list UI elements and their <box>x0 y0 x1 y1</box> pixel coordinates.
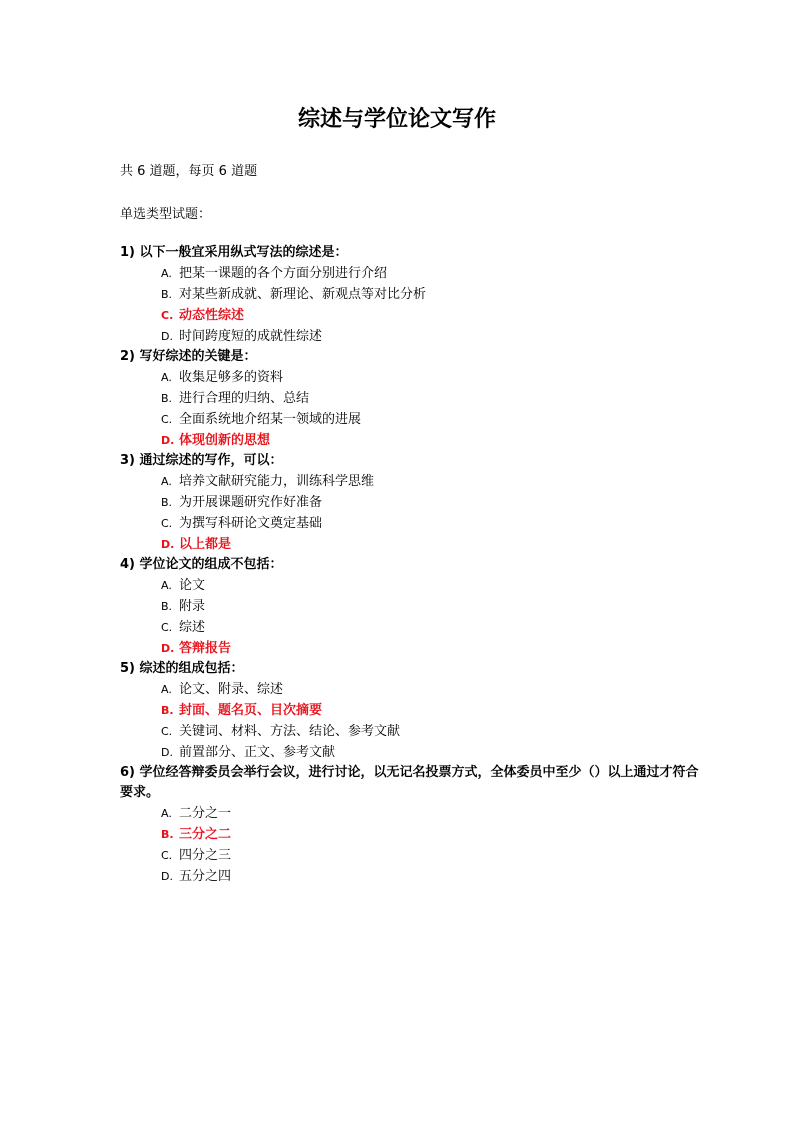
question-list <box>120 243 700 887</box>
option-b <box>161 700 700 721</box>
option-letter: C. <box>161 309 174 322</box>
option-letter: D. <box>161 434 175 447</box>
option-text: 综述 <box>179 620 206 635</box>
question-6 <box>120 763 700 887</box>
question-4 <box>120 555 700 659</box>
option-text: 动态性综述 <box>179 308 245 323</box>
option-b <box>161 284 700 305</box>
option-text: 答辩报告 <box>179 641 232 656</box>
question-3 <box>120 451 700 555</box>
option-letter: A. <box>161 371 172 384</box>
section-heading: 单选类型试题： <box>120 207 212 222</box>
option-letter: B. <box>161 496 173 509</box>
option-letter: B. <box>161 288 173 301</box>
option-letter: A. <box>161 807 172 820</box>
option-list <box>120 471 700 555</box>
option-text: 进行合理的归纳、总结 <box>179 391 310 406</box>
question-stem: 3) 通过综述的写作，可以： <box>120 453 283 468</box>
option-text: 论文、附录、综述 <box>179 682 284 697</box>
question-stem: 4) 学位论文的组成不包括： <box>120 557 283 572</box>
option-a <box>161 263 700 284</box>
option-letter: A. <box>161 683 172 696</box>
option-b <box>161 388 700 409</box>
option-letter: C. <box>161 621 173 634</box>
option-d <box>161 326 700 347</box>
option-d <box>161 638 700 659</box>
option-c <box>161 513 700 534</box>
option-letter: C. <box>161 849 173 862</box>
option-text: 为撰写科研论文奠定基础 <box>179 516 323 531</box>
option-c <box>161 305 700 326</box>
option-letter: D. <box>161 538 175 551</box>
option-list <box>120 367 700 451</box>
option-c <box>161 721 700 742</box>
option-text: 关键词、材料、方法、结论、参考文献 <box>179 724 401 739</box>
option-d <box>161 866 700 887</box>
option-text: 培养文献研究能力，训练科学思维 <box>179 474 375 489</box>
option-text: 时间跨度短的成就性综述 <box>179 329 323 344</box>
option-text: 为开展课题研究作好准备 <box>179 495 323 510</box>
option-text: 附录 <box>179 599 206 614</box>
option-letter: D. <box>161 642 175 655</box>
question-1 <box>120 243 700 347</box>
option-text: 五分之四 <box>179 869 232 884</box>
question-2 <box>120 347 700 451</box>
option-a <box>161 471 700 492</box>
option-letter: A. <box>161 267 172 280</box>
option-text: 封面、题名页、目次摘要 <box>179 703 323 718</box>
option-letter: B. <box>161 704 174 717</box>
page-title: 综述与学位论文写作 <box>297 106 496 132</box>
option-list <box>120 803 700 887</box>
option-text: 三分之二 <box>179 827 232 842</box>
option-b <box>161 824 700 845</box>
option-b <box>161 596 700 617</box>
option-letter: A. <box>161 579 172 592</box>
option-list <box>120 263 700 347</box>
question-stem: 1) 以下一般宜采用纵式写法的综述是： <box>120 245 348 260</box>
option-text: 二分之一 <box>179 806 232 821</box>
option-text: 收集足够多的资料 <box>179 370 284 385</box>
option-letter: B. <box>161 828 174 841</box>
option-letter: C. <box>161 725 173 738</box>
option-b <box>161 492 700 513</box>
option-text: 四分之三 <box>179 848 232 863</box>
option-text: 全面系统地介绍某一领域的进展 <box>179 412 362 427</box>
question-stem: 5) 综述的组成包括： <box>120 661 244 676</box>
option-text: 体现创新的思想 <box>179 433 271 448</box>
option-d <box>161 430 700 451</box>
option-a <box>161 679 700 700</box>
option-a <box>161 803 700 824</box>
option-a <box>161 367 700 388</box>
option-text: 把某一课题的各个方面分别进行介绍 <box>179 266 388 281</box>
option-text: 论文 <box>179 578 206 593</box>
option-list <box>120 575 700 659</box>
question-stem: 6) 学位经答辩委员会举行会议，进行讨论，以无记名投票方式，全体委员中至少（）以上通过才符合要求。 <box>120 765 699 800</box>
question-5 <box>120 659 700 763</box>
option-text: 前置部分、正文、参考文献 <box>179 745 336 760</box>
option-letter: B. <box>161 600 173 613</box>
option-letter: D. <box>161 330 173 343</box>
option-c <box>161 409 700 430</box>
option-d <box>161 742 700 763</box>
question-stem: 2) 写好综述的关键是： <box>120 349 257 364</box>
option-list <box>120 679 700 763</box>
option-c <box>161 845 700 866</box>
option-c <box>161 617 700 638</box>
option-letter: C. <box>161 413 173 426</box>
option-text: 对某些新成就、新理论、新观点等对比分析 <box>179 287 427 302</box>
option-text: 以上都是 <box>179 537 232 552</box>
option-letter: B. <box>161 392 173 405</box>
option-d <box>161 534 700 555</box>
question-count-summary: 共 6 道题，每页 6 道题 <box>120 164 258 179</box>
option-letter: C. <box>161 517 173 530</box>
option-a <box>161 575 700 596</box>
option-letter: A. <box>161 475 172 488</box>
option-letter: D. <box>161 746 173 759</box>
option-letter: D. <box>161 870 173 883</box>
